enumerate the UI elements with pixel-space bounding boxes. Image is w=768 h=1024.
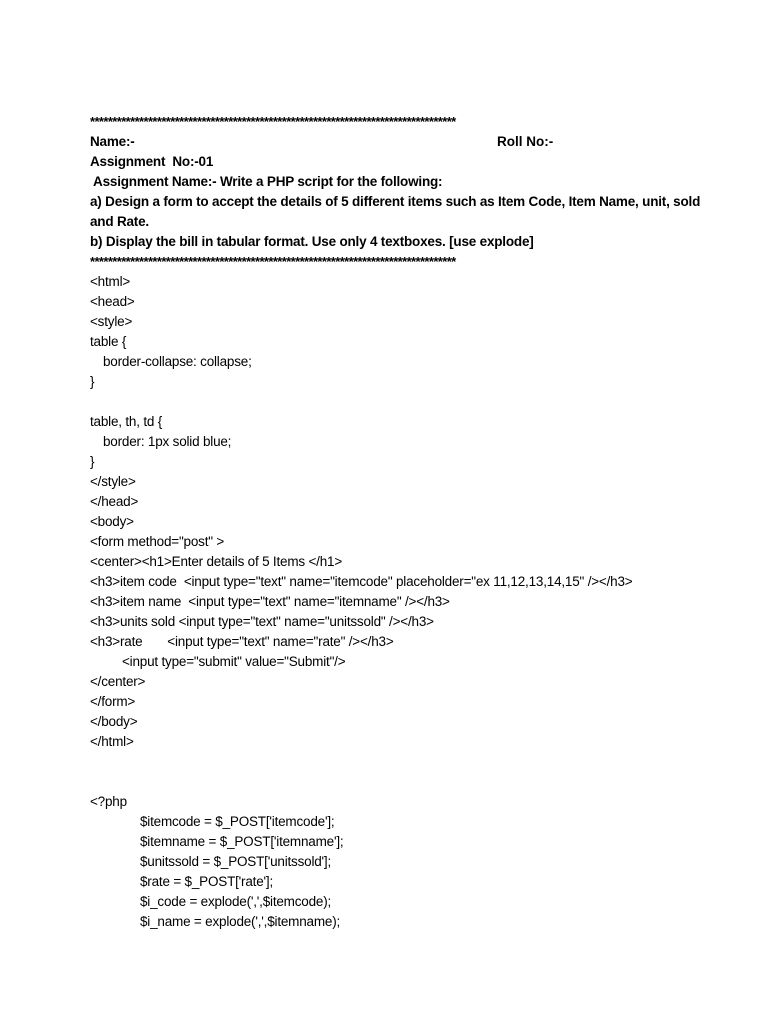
php-code-line: $itemname = $_POST['itemname'];	[140, 834, 344, 849]
code-line: <center><h1>Enter details of 5 Items </h1>	[90, 554, 343, 569]
code-line: <style>	[90, 314, 133, 329]
part-a-line-1: a) Design a form to accept the details of 5 different items such as Item Code, Item Name, unit, sold	[90, 194, 701, 209]
code-line: table, th, td {	[90, 414, 163, 429]
code-line: table {	[90, 334, 127, 349]
code-line: </center>	[90, 674, 146, 689]
part-a-line-2: and Rate.	[90, 214, 149, 229]
assignment-number: Assignment No:-01	[90, 154, 214, 169]
name-label: Name:-	[90, 134, 135, 149]
php-code-line: $rate = $_POST['rate'];	[140, 874, 273, 889]
php-code-line: $i_code = explode(',',$itemcode);	[140, 894, 332, 909]
assignment-name: Assignment Name:- Write a PHP script for the following:	[90, 174, 443, 189]
code-line: <h3>item code <input type="text" name="itemcode" placeholder="ex 11,12,13,14,15" /></h3>	[90, 574, 633, 589]
php-code-line: $i_name = explode(',',$itemname);	[140, 914, 341, 929]
roll-no-label: Roll No:-	[497, 134, 554, 149]
code-line: </html>	[90, 734, 134, 749]
php-code-line: $itemcode = $_POST['itemcode'];	[140, 814, 335, 829]
code-line: </body>	[90, 714, 138, 729]
separator-top: **********************************************************************************	[90, 114, 456, 129]
code-line: <h3>rate <input type="text" name="rate" /></h3>	[90, 634, 394, 649]
code-line: border: 1px solid blue;	[103, 434, 232, 449]
php-code-line: $unitssold = $_POST['unitssold'];	[140, 854, 332, 869]
code-line: }	[90, 454, 95, 469]
code-line: <body>	[90, 514, 134, 529]
code-line: border-collapse: collapse;	[103, 354, 252, 369]
code-line: <h3>units sold <input type="text" name="unitssold" /></h3>	[90, 614, 434, 629]
code-line: </head>	[90, 494, 139, 509]
code-line: }	[90, 374, 95, 389]
code-line: </form>	[90, 694, 136, 709]
code-line: <form method="post" >	[90, 534, 225, 549]
php-code-line: <?php	[90, 794, 127, 809]
code-line: </style>	[90, 474, 136, 489]
code-line: <h3>item name <input type="text" name="itemname" /></h3>	[90, 594, 450, 609]
part-b: b) Display the bill in tabular format. Use only 4 textboxes. [use explode]	[90, 234, 534, 249]
code-line: <html>	[90, 274, 131, 289]
code-line: <head>	[90, 294, 135, 309]
separator-bottom: **********************************************************************************	[90, 254, 456, 269]
code-line: <input type="submit" value="Submit"/>	[122, 654, 346, 669]
